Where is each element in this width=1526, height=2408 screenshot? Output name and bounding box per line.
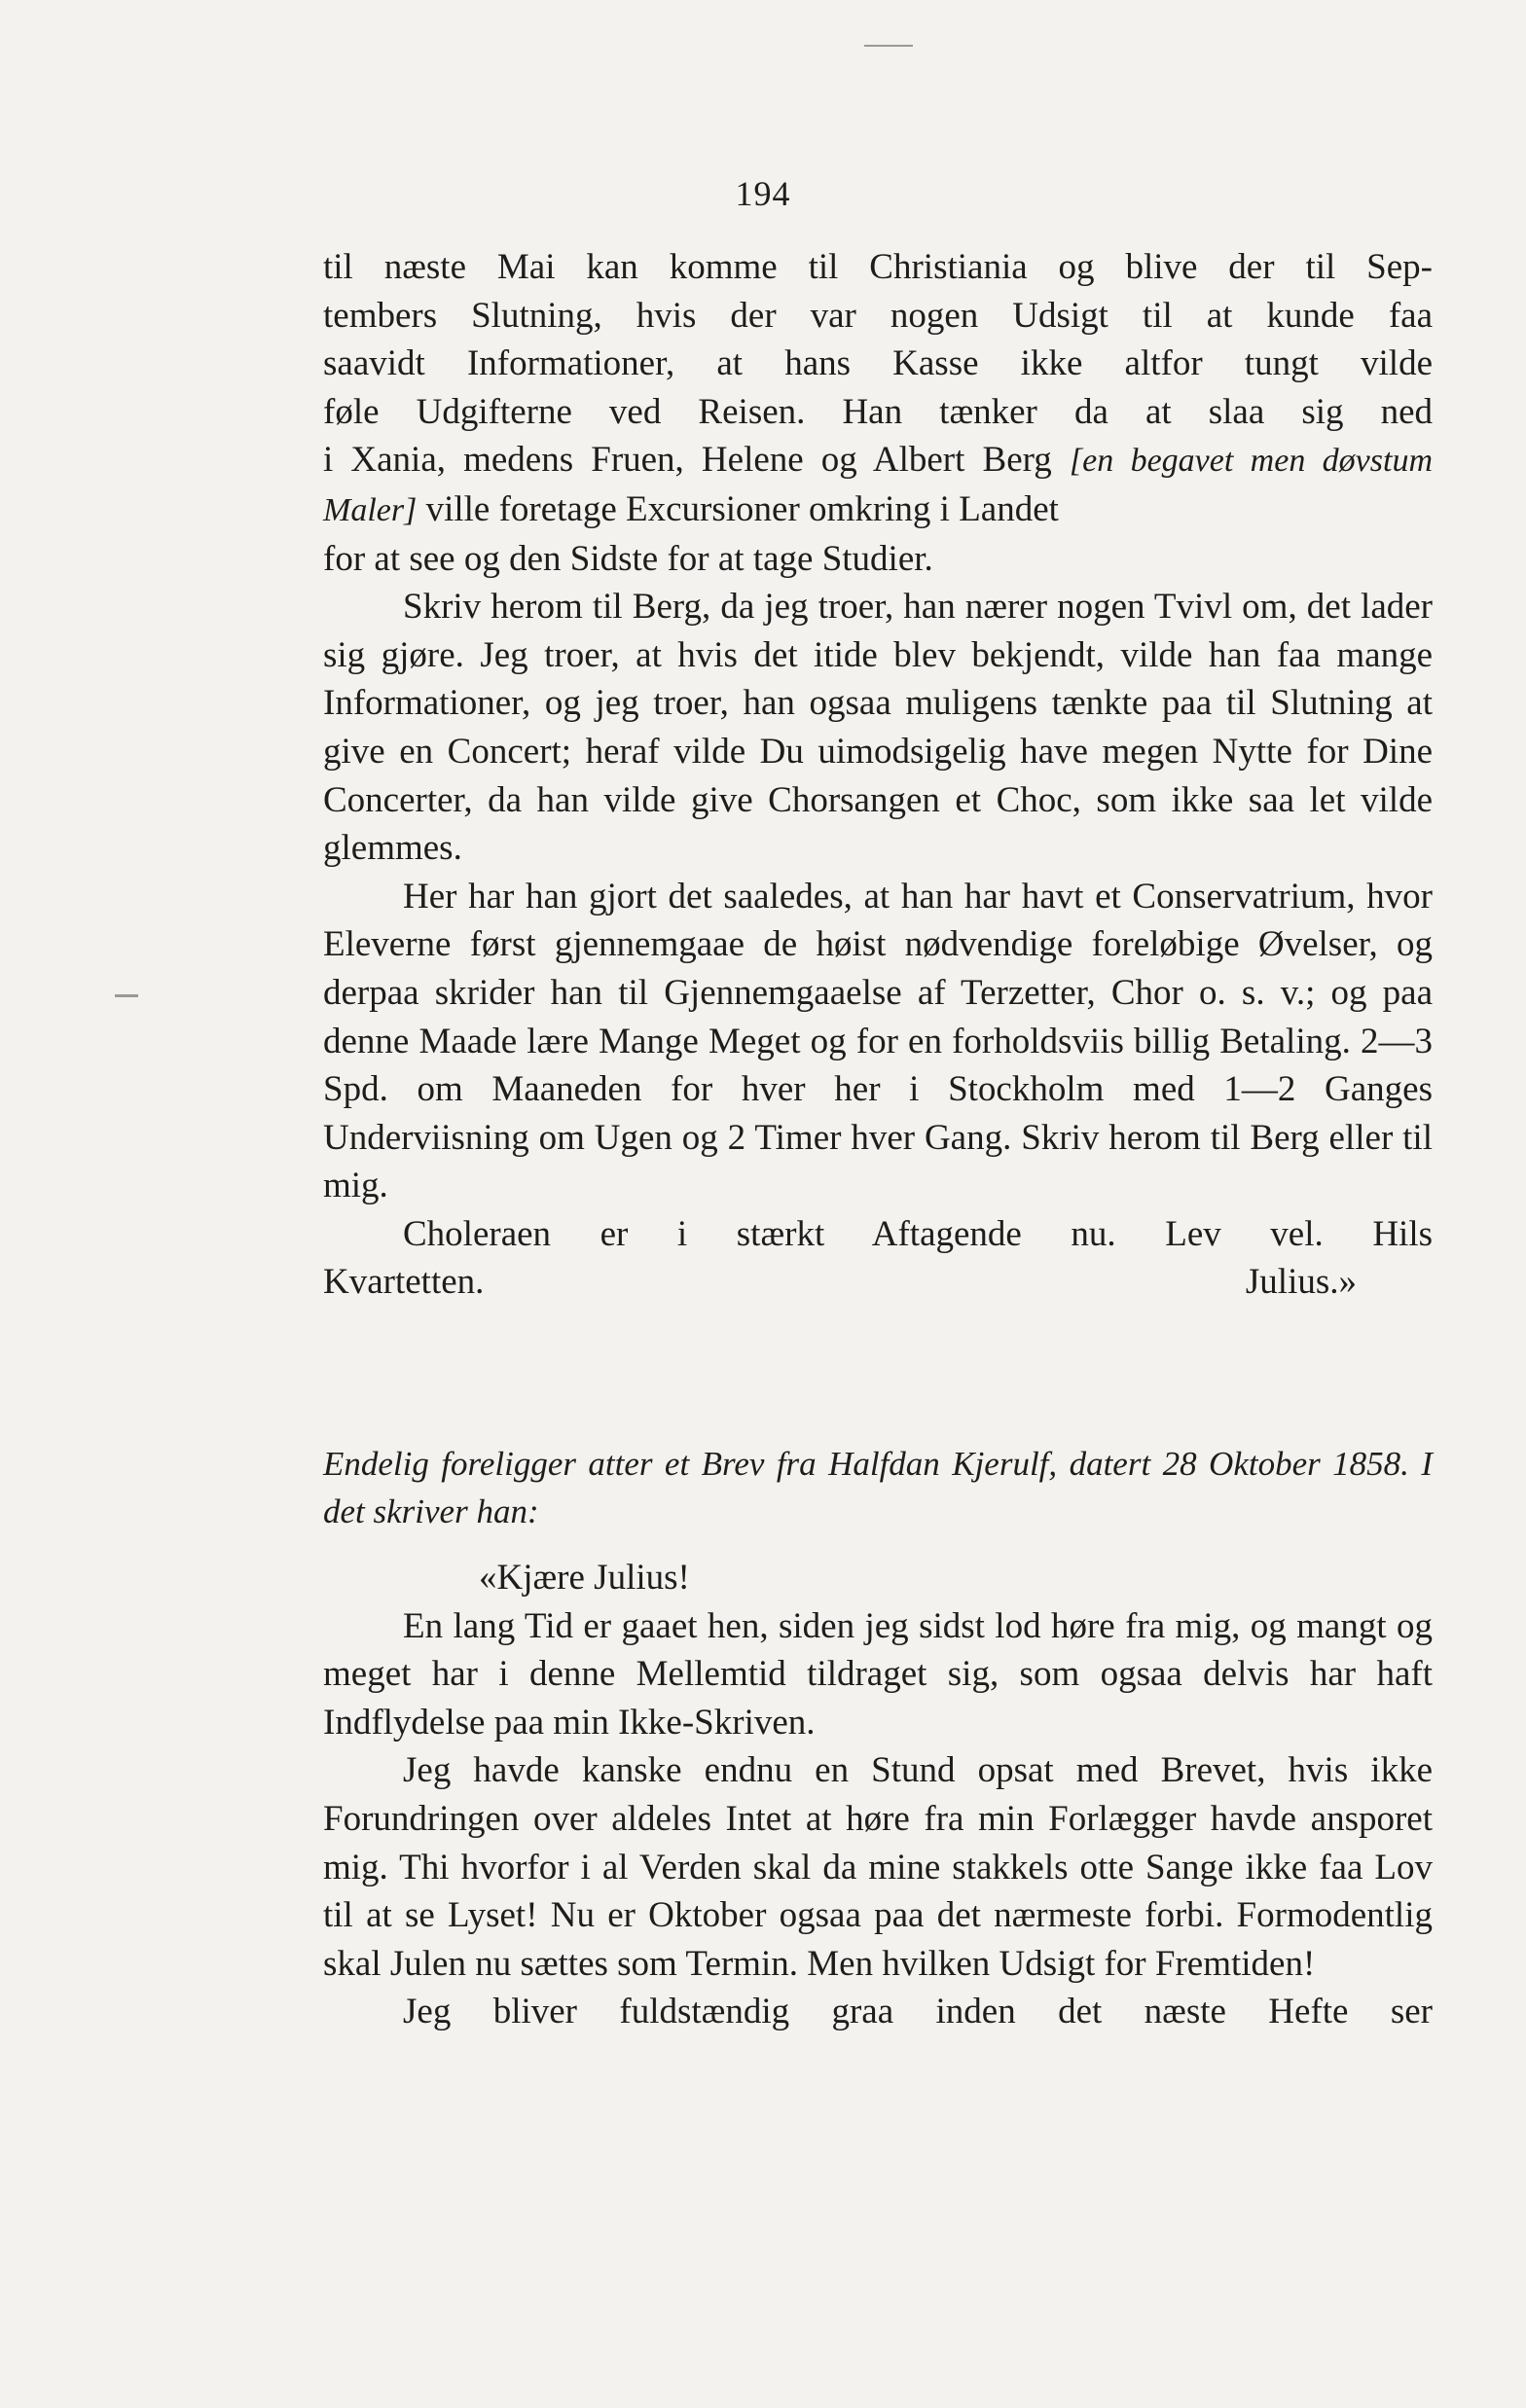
text-fragment: ville foretage Excursioner omkring i Landet bbox=[425, 488, 1059, 529]
text-line: saavidt Informationer, at hans Kasse ikke altfor tungt vilde bbox=[323, 343, 1433, 384]
paragraph: En lang Tid er gaaet hen, siden jeg sidst lod høre fra mig, og mangt og meget har i denne Mellemtid tildraget sig, som ogsaa delvis har haft Indflydelse paa min Ikke-Skriven. bbox=[323, 1605, 1433, 1743]
paragraph: Choleraen er i stærkt Aftagende nu. Lev vel. Hils bbox=[403, 1213, 1433, 1254]
text-line: til næste Mai kan komme til Christiania og blive der til Sep- bbox=[323, 247, 1433, 287]
editorial-bracket-note: [en begavet men døvstum Maler] bbox=[323, 443, 1434, 528]
closing-line bbox=[323, 1258, 1433, 1307]
text-line-with-bracket bbox=[323, 436, 1433, 534]
text-fragment: i Xania, medens Fruen, Helene og Albert Berg bbox=[323, 440, 1052, 481]
editorial-text: Endelig foreligger atter et Brev fra Halfdan Kjerulf, datert 28 Oktober 1858. I det skriver han: bbox=[323, 1445, 1433, 1530]
paragraph: Her har han gjort det saaledes, at han har havt et Conservatrium, hvor Eleverne først gjennemgaae de høist nødvendige foreløbige Øvelser, og derpaa skrider han til Gjennemgaaelse af Terzetter, Chor o. s. v.; og paa denne Maade lære Mange Meget og for en forholdsviis billig Betaling. 2—3 Spd. om Maaneden for hver her i Stockholm med 1—2 Ganges Underviisning om Ugen og 2 Timer hver Gang. Skriv herom til Berg eller til mig. bbox=[323, 876, 1433, 1206]
text-line: føle Udgifterne ved Reisen. Han tænker da at slaa sig ned bbox=[323, 391, 1433, 432]
text-line: for at see og den Sidste for at tage Studier. bbox=[323, 538, 933, 579]
page-number: 194 bbox=[735, 174, 791, 213]
salutation: «Kjære Julius! bbox=[479, 1558, 690, 1598]
text-line: tembers Slutning, hvis der var nogen Udsigt til at kunde faa bbox=[323, 295, 1433, 336]
paragraph: Jeg bliver fuldstændig graa inden det næste Hefte ser bbox=[403, 1992, 1433, 2032]
paragraph: Skriv herom til Berg, da jeg troer, han nærer nogen Tvivl om, det lader sig gjøre. Jeg troer, at hvis det itide blev bekjendt, vilde han faa mange Informationer, og jeg troer, han ogsaa muligens tænkte paa til Slutning at give en Concert; heraf vilde Du uimodsigelig have megen Nytte for Dine Concerter, da han vilde give Chorsangen et Choc, som ikke saa let vilde glemmes. bbox=[323, 587, 1433, 869]
signature: Julius.» bbox=[1245, 1262, 1357, 1303]
page-speck bbox=[115, 994, 138, 997]
letter-kjerulf bbox=[323, 1554, 1433, 2036]
letter-excerpt-julius bbox=[323, 243, 1433, 1307]
editorial-note bbox=[323, 1440, 1433, 1535]
page-speck bbox=[864, 45, 913, 47]
paragraph: Jeg havde kanske endnu en Stund opsat med Brevet, hvis ikke Forundringen over aldeles Intet at høre fra min Forlægger havde ansporet mig. Thi hvorfor i al Verden skal da mine stakkels otte Sange ikke faa Lov til at se Lyset! Nu er Oktober ogsaa paa det nærmeste forbi. Formodentlig skal Julen nu sættes som Termin. Men hvilken Udsigt for Fremtiden! bbox=[323, 1750, 1433, 1984]
closing-word: Kvartetten. bbox=[323, 1262, 485, 1303]
